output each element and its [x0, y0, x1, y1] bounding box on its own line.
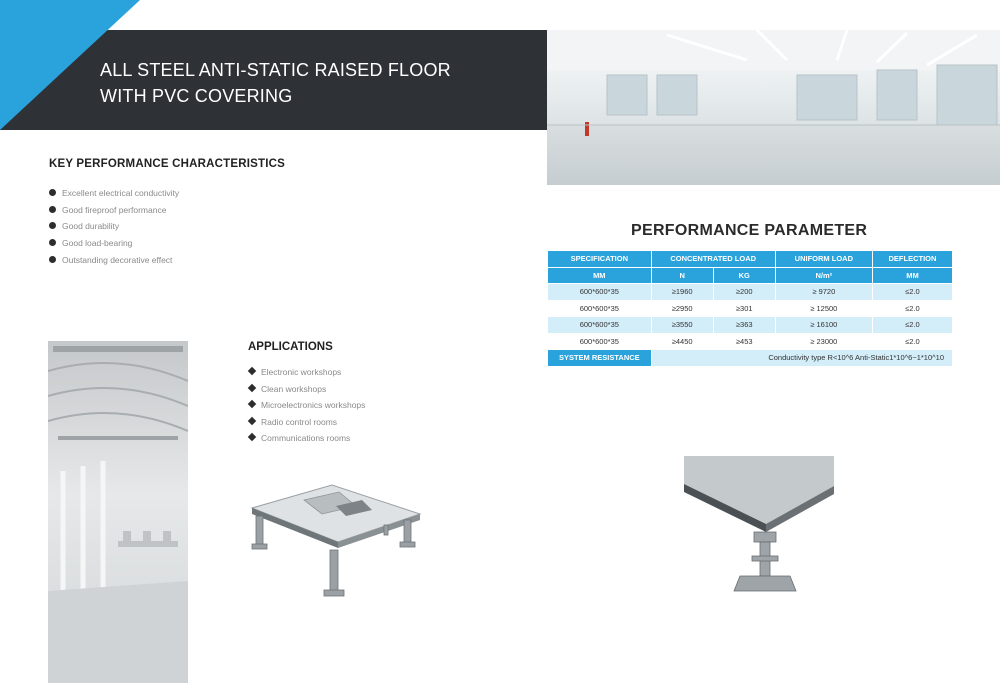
bullet-dot-icon: [49, 222, 56, 229]
table-cell: ≥ 16100: [775, 317, 872, 334]
table-cell: ≤2.0: [872, 317, 952, 334]
table-cell: ≥453: [713, 333, 775, 350]
key-performance-item: Good fireproof performance: [49, 205, 166, 215]
table-cell: 600*600*35: [548, 300, 652, 317]
unit-cell: KG: [713, 267, 775, 284]
diamond-bullet-icon: [248, 384, 256, 392]
raised-floor-panel-image: [244, 480, 428, 605]
system-resistance-value: Conductivity type R<10^6 Anti-Static1*10^6~1*10^10: [651, 350, 952, 367]
table-cell: ≥3550: [651, 317, 713, 334]
header-cell: CONCENTRATED LOAD: [651, 251, 775, 268]
office-interior-photo: [48, 341, 188, 683]
table-cell: ≥ 23000: [775, 333, 872, 350]
diamond-bullet-icon: [248, 367, 256, 375]
table-cell: ≥ 9720: [775, 284, 872, 301]
floor-corner-detail-image: [684, 456, 838, 598]
application-item: Electronic workshops: [248, 367, 341, 377]
system-resistance-row: [548, 350, 953, 367]
table-cell: ≥363: [713, 317, 775, 334]
bullet-dot-icon: [49, 206, 56, 213]
system-resistance-label: SYSTEM RESISTANCE: [548, 350, 652, 367]
table-cell: ≥1960: [651, 284, 713, 301]
diamond-bullet-icon: [248, 417, 256, 425]
table-cell: 600*600*35: [548, 333, 652, 350]
application-item: Communications rooms: [248, 433, 350, 443]
application-item: Clean workshops: [248, 384, 326, 394]
table-unit-row: [548, 267, 953, 284]
title-line-1: ALL STEEL ANTI-STATIC RAISED FLOOR: [100, 60, 451, 80]
table-row: [548, 300, 953, 317]
table-cell: ≥2950: [651, 300, 713, 317]
table-row: [548, 333, 953, 350]
table-cell: 600*600*35: [548, 317, 652, 334]
table-cell: ≤2.0: [872, 300, 952, 317]
diamond-bullet-icon: [248, 433, 256, 441]
table-header-row: [548, 251, 953, 268]
table-cell: ≥4450: [651, 333, 713, 350]
key-performance-item: Excellent electrical conductivity: [49, 188, 179, 198]
header-cell: SPECIFICATION: [548, 251, 652, 268]
title-line-2: WITH PVC COVERING: [100, 86, 293, 106]
diamond-bullet-icon: [248, 400, 256, 408]
header-cell: UNIFORM LOAD: [775, 251, 872, 268]
unit-cell: N/m²: [775, 267, 872, 284]
bullet-dot-icon: [49, 189, 56, 196]
table-cell: ≥301: [713, 300, 775, 317]
application-item: Radio control rooms: [248, 417, 337, 427]
bullet-dot-icon: [49, 256, 56, 263]
table-cell: ≤2.0: [872, 333, 952, 350]
bullet-dot-icon: [49, 239, 56, 246]
unit-cell: MM: [872, 267, 952, 284]
performance-table: [547, 250, 953, 367]
applications-heading: APPLICATIONS: [248, 341, 333, 353]
key-performance-heading: KEY PERFORMANCE CHARACTERISTICS: [49, 158, 286, 170]
cleanroom-photo: [547, 30, 1000, 185]
key-performance-item: Good durability: [49, 221, 119, 231]
page-title: [100, 57, 451, 109]
performance-heading: PERFORMANCE PARAMETER: [631, 222, 868, 239]
application-item: Microelectronics workshops: [248, 400, 365, 410]
unit-cell: MM: [548, 267, 652, 284]
table-row: [548, 317, 953, 334]
key-performance-item: Outstanding decorative effect: [49, 255, 172, 265]
table-cell: 600*600*35: [548, 284, 652, 301]
table-row: [548, 284, 953, 301]
key-performance-item: Good load-bearing: [49, 238, 132, 248]
header-cell: DEFLECTION: [872, 251, 952, 268]
table-cell: ≤2.0: [872, 284, 952, 301]
table-cell: ≥200: [713, 284, 775, 301]
unit-cell: N: [651, 267, 713, 284]
table-cell: ≥ 12500: [775, 300, 872, 317]
